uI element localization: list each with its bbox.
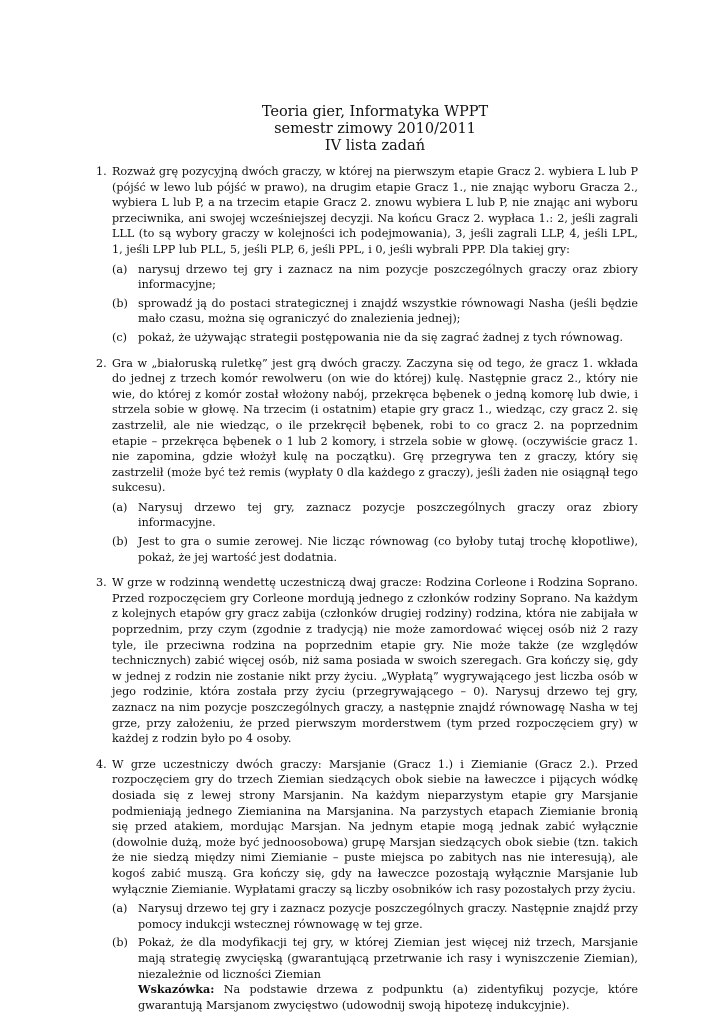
subproblem-item bbox=[112, 296, 638, 327]
problem-text: Rozważ grę pozycyjną dwóch graczy, w której na pierwszym etapie Gracz 2. wybiera L lub P (pójść w lewo lub pójść w prawo), na drugim etapie Gracz 1., nie znając wyboru Gracza 2., wybiera L lub P, a na trzecim etapie Gracz 2. znowu wybiera L lub P, nie znając ani wyboru przeciwnika, ani swojej wcześniejszej decyzji. Na końcu Gracz 2. wypłaca 1.: 2, jeśli zagrali LLL (to są wybory graczy w kolejności ich podejmowania), 3, jeśli zagrali LLP, 4, jeśli LPL, 1, jeśli LPP lub PLL, 5, jeśli PLP, 6, jeśli PPL, i 0, jeśli wybrali PPP. Dla takiej gry: bbox=[112, 165, 638, 256]
problem-text: W grze uczestniczy dwóch graczy: Marsjanie (Gracz 1.) i Ziemianie (Gracz 2.). Przed rozpoczęciem gry do trzech Ziemian siedzących obok siebie na ławeczce i pijących wódkę dosiada się z lewej strony Marsjanin. Na każdym nieparzystym etapie gry Marsjanie podmieniają jednego Ziemianina na Marsjanina. Na parzystych etapach Ziemianie bronią się przed atakiem, mordując Marsjan. Na jednym etapie mogą jednak zabić wyłącznie (dowolnie dużą, może być jednoosobowa) grupę Marsjan siedzących obok siebie (tzn. takich że nie siedzą między nimi Ziemianie – puste miejsca po zabitych nas nie interesują), ale kogoś zabić muszą. Gra kończy się, gdy na ławeczce pozostają wyłącznie Marsjanie lub wyłącznie Ziemianie. Wypłatami graczy są liczby osobników ich rasy pozostałych przy życiu. bbox=[112, 757, 638, 896]
subproblem-label: (c) bbox=[112, 330, 127, 344]
subproblem-label: (b) bbox=[112, 535, 128, 549]
subproblem-text: Narysuj drzewo tej gry i zaznacz pozycje poszczególnych graczy. Następnie znajdź przy pomocy indukcji wstecznej równowagę w tej grze. bbox=[138, 902, 638, 931]
title-line-semester: semestr zimowy 2010/2011 bbox=[274, 121, 476, 137]
title-line-course: Teoria gier, Informatyka WPPT bbox=[261, 104, 489, 120]
subproblem-label: (a) bbox=[112, 902, 128, 916]
problem-number: 1. bbox=[96, 165, 107, 178]
problem-number: 4. bbox=[96, 757, 107, 771]
subproblem-label: (a) bbox=[112, 262, 128, 276]
subproblem-text: narysuj drzewo tej gry i zaznacz na nim pozycje poszczególnych graczy oraz zbiory informacyjne; bbox=[138, 262, 638, 292]
document-title bbox=[112, 104, 638, 155]
subproblem-list bbox=[112, 901, 638, 1013]
subproblem-text: Pokaż, że dla modyfikacji tej gry, w której Ziemian jest więcej niż trzech, Marsjanie mają strategię zwycięską (gwarantującą przetrwanie ich rasy i wyniszczenie Ziemian), niezależnie od liczności Ziemian bbox=[138, 936, 638, 981]
subproblem-label: (b) bbox=[112, 936, 128, 950]
subproblem-label: (a) bbox=[112, 500, 128, 514]
problem-text: W grze w rodzinną wendettę uczestniczą dwaj gracze: Rodzina Corleone i Rodzina Soprano. Przed rozpoczęciem gry Corleone mordują jednego z członków rodziny Soprano. Na każdym z kolejnych etapów gry gracz zabija (członków drugiej rodziny) rodzina, która nie zabijała w poprzednim, przy czym (zgodnie z tradycją) nie może zamordować więcej osób niż 2 razy tyle, ile przeciwna rodzina na poprzednim etapie gry. Nie może także (ze względów technicznych) zabić więcej osób, niż sama posiada w swoich szeregach. Gra kończy się, gdy w jednej z rodzin nie zostanie nikt przy życiu. „Wypłatą” wygrywającego jest liczba osób w jego rodzinie, która została przy życiu (przegrywającego – 0). Narysuj drzewo tej gry, zaznacz na nim pozycje poszczególnych graczy, a następnie znajdź równowagę Nasha w tej grze, przy założeniu, że przed pierwszym morderstwem (tym przed rozpoczęciem gry) w każdej z rodzin było po 4 osoby. bbox=[112, 576, 638, 746]
title-line-list: IV lista zadań bbox=[324, 138, 426, 154]
subproblem-text: pokaż, że używając strategii postępowania nie da się zagrać żadnej z tych równowag. bbox=[138, 330, 624, 344]
subproblem-text: Narysuj drzewo tej gry, zaznacz pozycje poszczególnych graczy oraz zbiory informacyjne. bbox=[138, 500, 638, 530]
hint-text: Na podstawie drzewa z podpunktu (a) zidentyfikuj pozycje, które gwarantują Marsjanom zwycięstwo (udowodnij swoją hipotezę indukcyjnie). bbox=[138, 983, 638, 1012]
hint-paragraph bbox=[138, 982, 638, 1013]
subproblem-item bbox=[112, 935, 638, 1013]
subproblem-label: (b) bbox=[112, 296, 128, 310]
problem-number: 2. bbox=[96, 356, 107, 370]
subproblem-item bbox=[112, 901, 638, 932]
hint-label: Wskazówka: bbox=[138, 982, 215, 997]
problem-4 bbox=[96, 757, 638, 1014]
subproblem-list bbox=[112, 262, 638, 346]
problem-text: Gra w „białoruską ruletkę” jest grą dwóch graczy. Zaczyna się od tego, że gracz 1. wkłada do jednej z trzech komór rewolweru (on wie do której) kulę. Następnie gracz 2., który nie wie, do której z komór został włożony nabój, przekręca bębenek o jedną komorę lub dwie, i strzela sobie w głowę. Na trzecim (i ostatnim) etapie gry gracz 1., wiedząc, czy gracz 2. się zastrzelił, ale nie wiedząc, o ile przekręcił bębenek, robi to co gracz 2. na poprzednim etapie – przekręca bębenek o 1 lub 2 komory, i strzela sobie w głowę. (oczywiście gracz 1. nie zapomina, gdzie włożył kulę na początku). Grę przegrywa ten z graczy, który się zastrzelił (może być też remis (wypłaty 0 dla każdego z graczy), jeśli żaden nie osiągnął tego sukcesu). bbox=[112, 356, 638, 495]
problem-number: 3. bbox=[96, 576, 107, 590]
subproblem-text: Jest to gra o sumie zerowej. Nie licząc równowag (co byłoby tutaj trochę kłopotliwe), pokaż, że jej wartość jest dodatnia. bbox=[138, 535, 638, 564]
problem-list bbox=[96, 164, 638, 1013]
problem-1 bbox=[96, 164, 638, 346]
problem-3 bbox=[96, 575, 638, 747]
subproblem-item bbox=[112, 262, 638, 293]
subproblem-list bbox=[112, 500, 638, 565]
subproblem-item bbox=[112, 534, 638, 565]
subproblem-text: sprowadź ją do postaci strategicznej i znajdź wszystkie równowagi Nasha (jeśli będzie mało czasu, można się ograniczyć do znalezienia jednej); bbox=[138, 296, 638, 326]
subproblem-item bbox=[112, 500, 638, 531]
problem-2 bbox=[96, 356, 638, 566]
subproblem-item bbox=[112, 330, 638, 346]
